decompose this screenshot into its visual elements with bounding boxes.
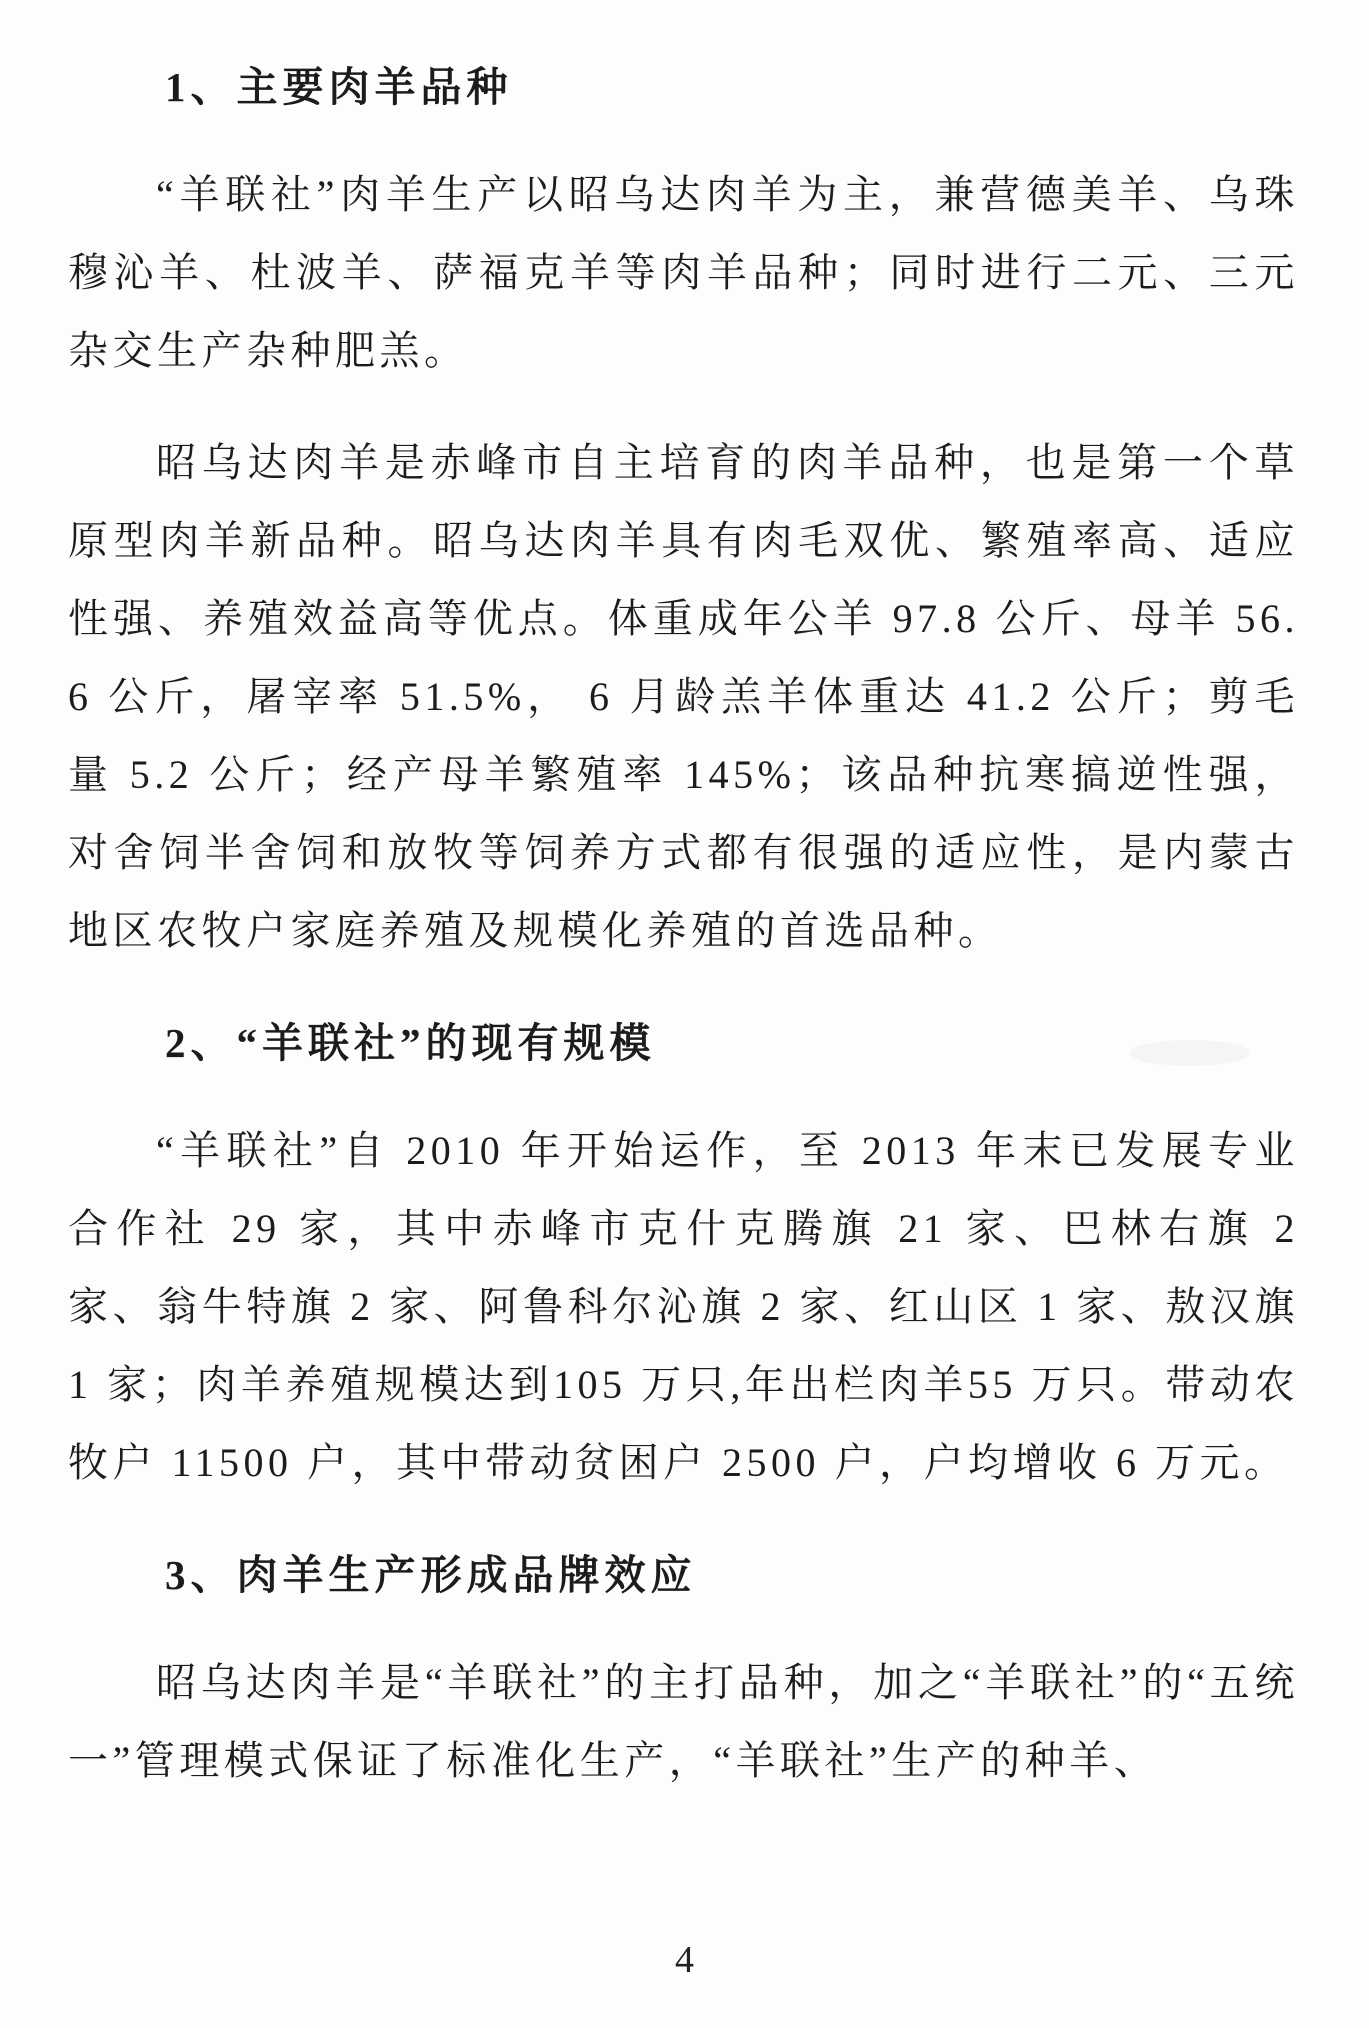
document-body: [68, 18, 1299, 1834]
section-heading-3: 3、肉羊生产形成品牌效应: [165, 1552, 697, 1598]
paragraph-breeds-overview: “羊联社”肉羊生产以昭乌达肉羊为主，兼营德美羊、乌珠穆沁羊、杜波羊、萨福克羊等肉羊品种；同时进行二元、三元杂交生产杂种肥羔。: [68, 172, 1299, 373]
paragraph-brand-effect: 昭乌达肉羊是“羊联社”的主打品种，加之“羊联社”的“五统一”管理模式保证了标准化生产，“羊联社”生产的种羊、: [68, 1660, 1299, 1783]
section-heading-1: 1、主要肉羊品种: [165, 64, 513, 110]
paragraph-cooperative-scale: “羊联社”自 2010 年开始运作，至 2013 年末已发展专业合作社 29 家，其中赤峰市克什克腾旗 21 家、巴林右旗 2 家、翁牛特旗 2 家、阿鲁科尔沁旗 2 家、红山区 1 家、敖汉旗 1 家；肉羊养殖规模达到105 万只,年出栏肉羊55 万只。带动农牧户 11500 户，其中带动贫困户 2500 户，户均增收 6 万元。: [68, 1128, 1299, 1485]
paragraph-zhaowuda-traits: 昭乌达肉羊是赤峰市自主培育的肉羊品种，也是第一个草原型肉羊新品种。昭乌达肉羊具有肉毛双优、繁殖率高、适应性强、养殖效益高等优点。体重成年公羊 97.8 公斤、母羊 56.6 公斤，屠宰率 51.5%， 6 月龄羔羊体重达 41.2 公斤；剪毛量 5.2 公斤；经产母羊繁殖率 145%；该品种抗寒搞逆性强，对舍饲半舍饲和放牧等饲养方式都有很强的适应性，是内蒙古地区农牧户家庭养殖及规模化养殖的首选品种。: [68, 440, 1299, 953]
section-heading-2: 2、“羊联社”的现有规模: [165, 1020, 656, 1066]
page-number: 4: [675, 1939, 694, 1981]
